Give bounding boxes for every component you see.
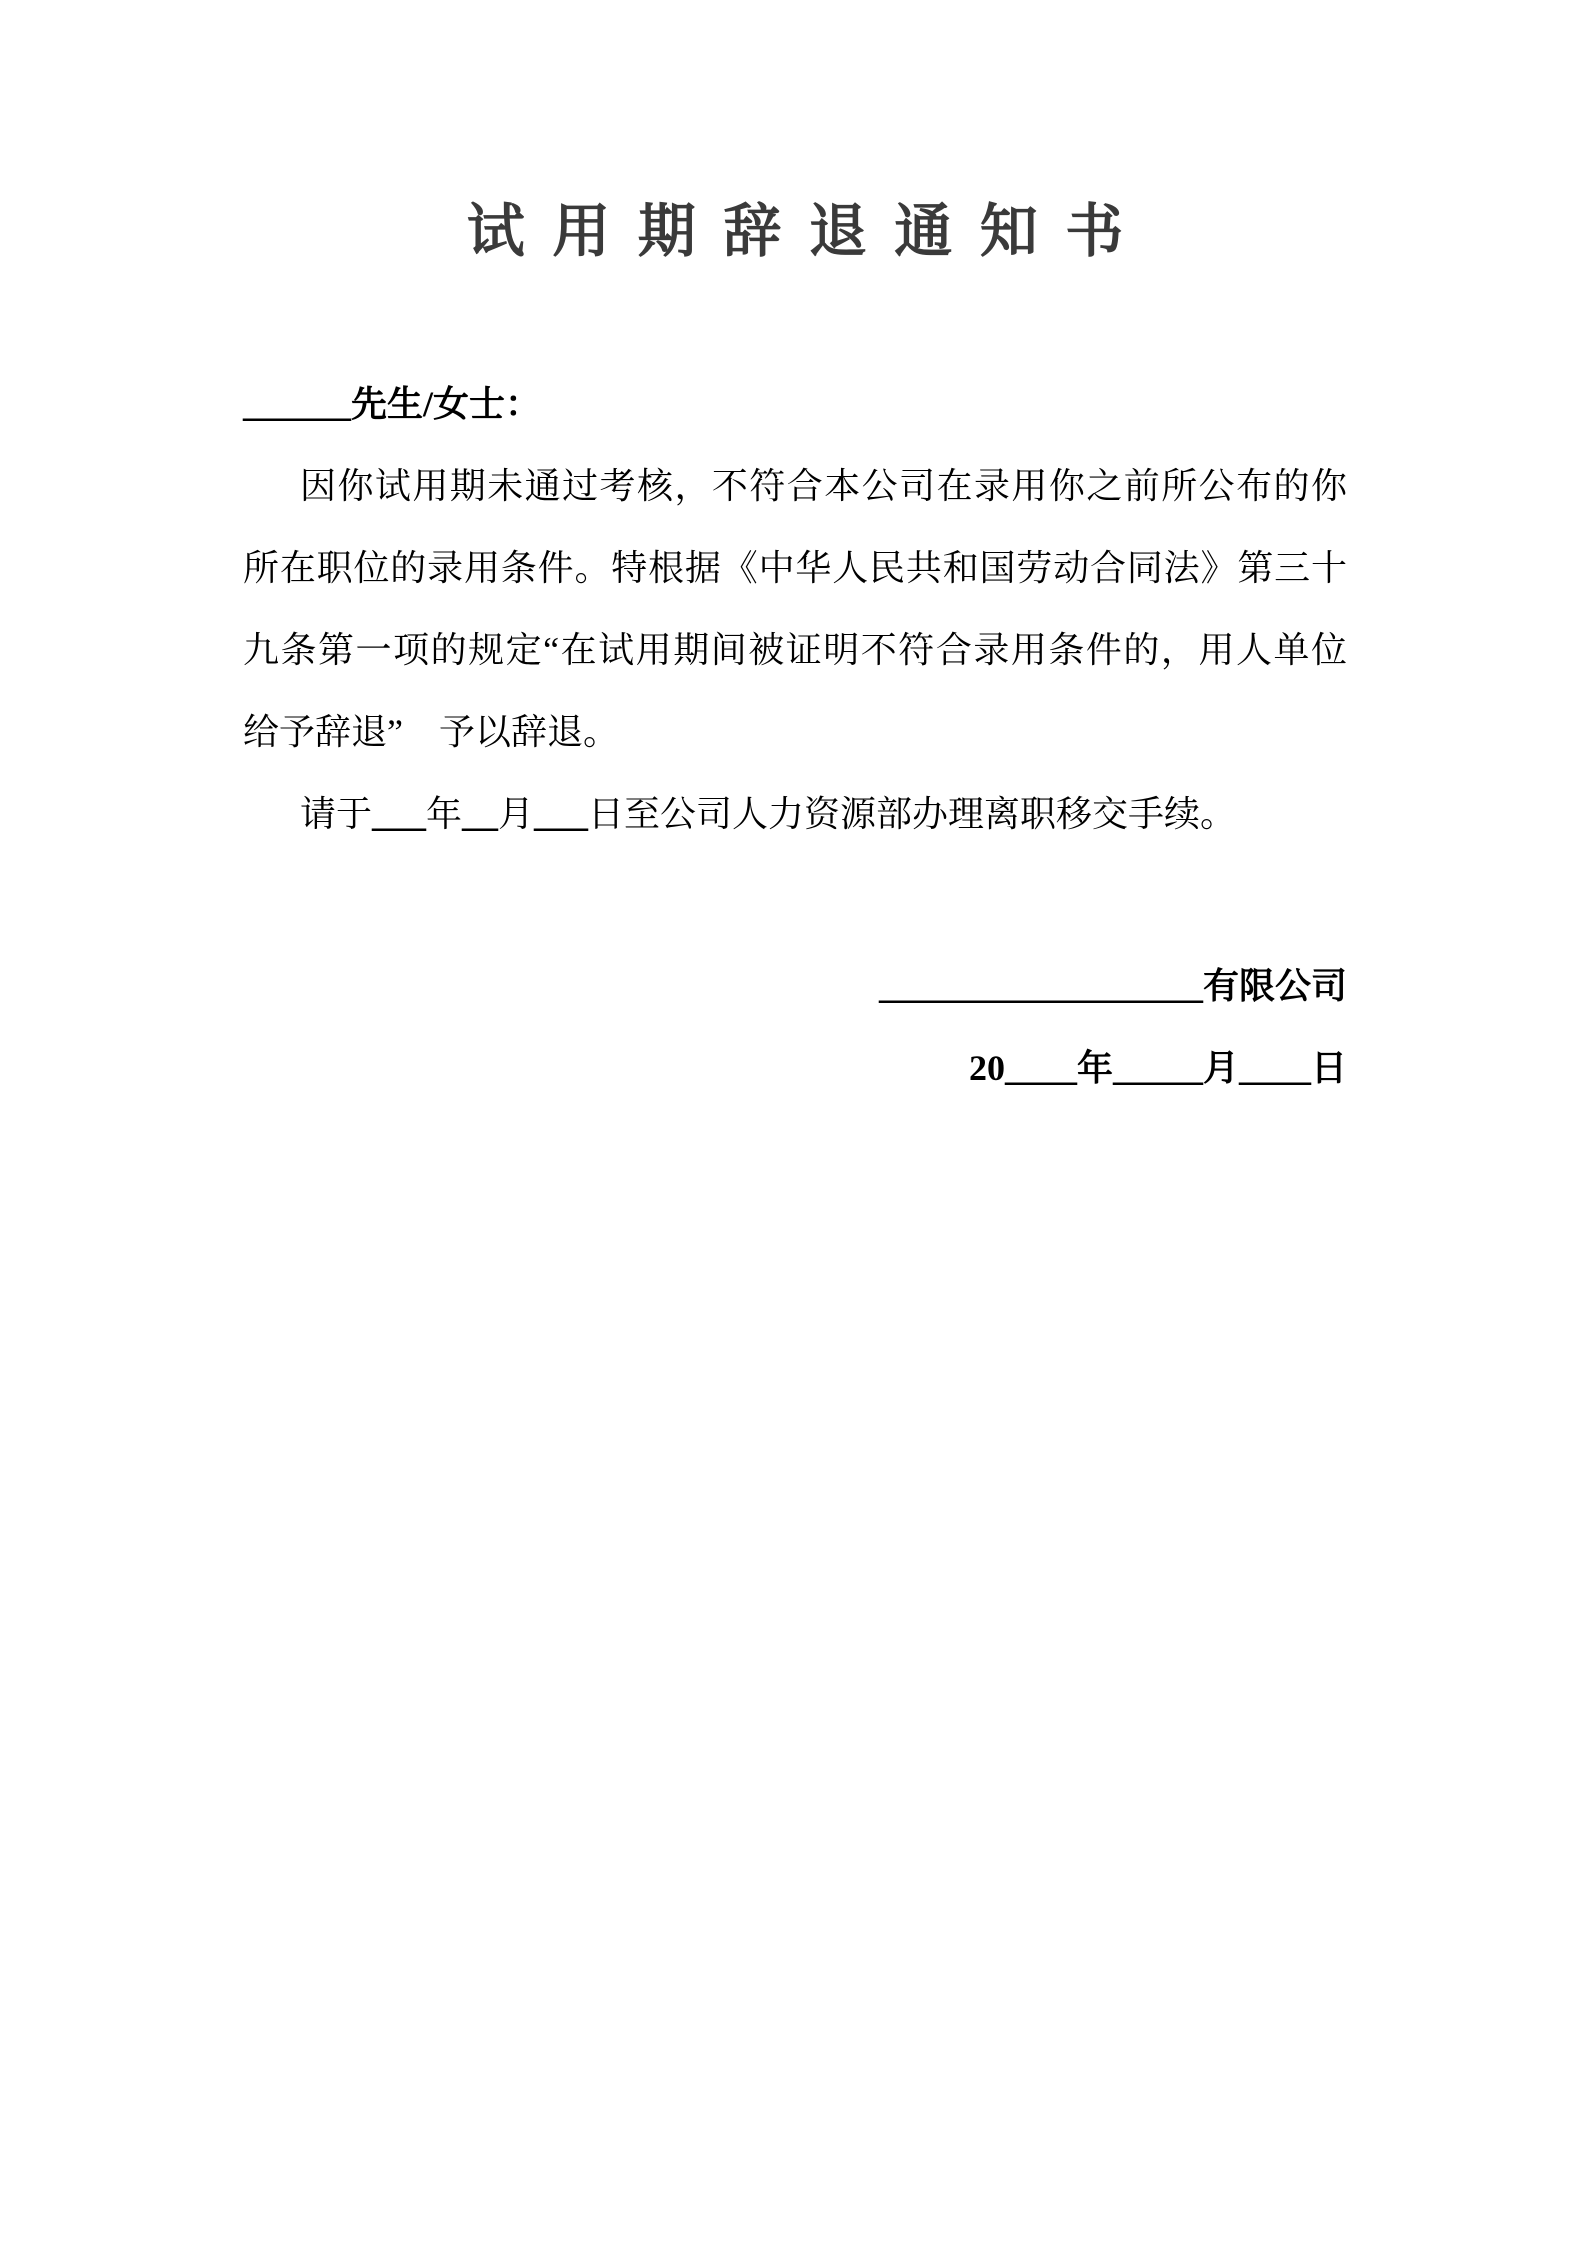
document-body xyxy=(243,363,1347,1109)
paragraph1-line3: 九条第一项的规定“在试用期间被证明不符合录用条件的，用人单位 xyxy=(243,630,1347,670)
document-title: 试 用 期 辞 退 通 知 书 xyxy=(466,199,1124,264)
paragraph1-line4: 给予辞退” 予以辞退。 xyxy=(243,712,619,752)
signature-date-line: 20____年_____月____日 xyxy=(969,1048,1347,1088)
text-segment: 日至公司人力资源部办理离职移交手续。 xyxy=(588,794,1237,834)
text-segment: 月 xyxy=(498,794,535,834)
text-segment: 年 xyxy=(426,794,463,834)
paragraph1-line2: 所在职位的录用条件。特根据《中华人民共和国劳动合同法》第三十 xyxy=(243,548,1347,588)
signature-company-line: __________________有限公司 xyxy=(878,966,1347,1006)
fill-in-blank: ___ xyxy=(534,794,589,834)
fill-in-blank: __ xyxy=(462,794,499,834)
spacer-line xyxy=(243,855,1347,937)
paragraph1-line1: 因你试用期未通过考核，不符合本公司在录用你之前所公布的你 xyxy=(300,466,1347,506)
fill-in-blank: ___ xyxy=(372,794,427,834)
paragraph2-line xyxy=(243,773,1347,855)
salutation-line: ______先生/女士： xyxy=(243,384,542,424)
text-segment: 请于 xyxy=(300,794,373,834)
